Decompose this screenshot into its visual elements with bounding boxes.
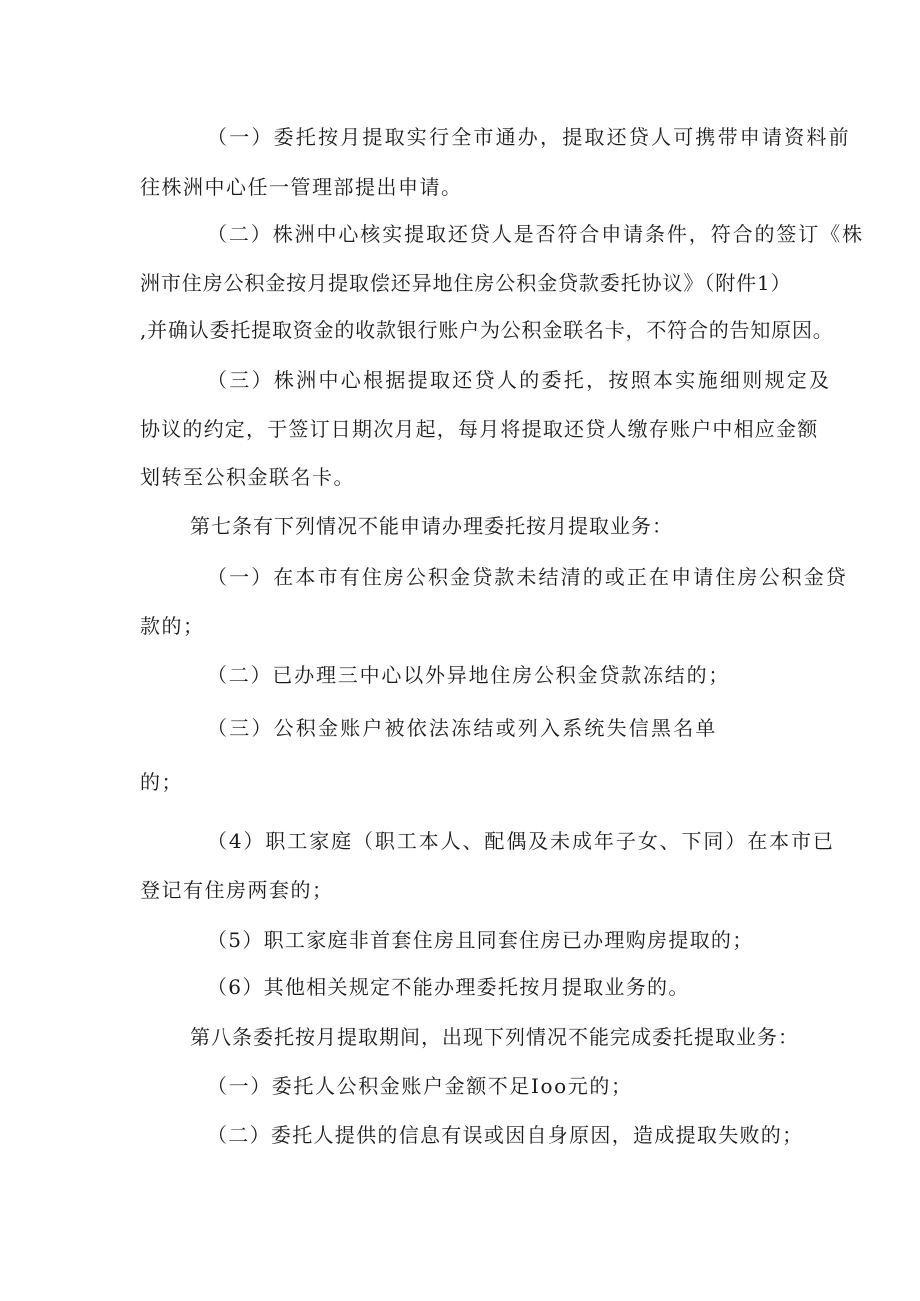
paragraph-line: （一）委托按月提取实行全市通办，提取还贷人可携带申请资料前 — [207, 125, 851, 149]
paragraph-line: ,并确认委托提取资金的收款银行账户为公积金联名卡，不符合的告知原因。 — [140, 318, 834, 342]
paragraph-line: 协议的约定，于签订日期次月起，每月将提取还贷人缴存账户中相应金额 — [140, 417, 819, 441]
paragraph-line: （一）委托人公积金账户金额不足Ioo元的； — [207, 1074, 633, 1098]
paragraph-line: 洲市住房公积金按月提取偿还异地住房公积金贷款委托协议》（附件1） — [140, 271, 792, 295]
paragraph-line: 登记有住房两套的； — [140, 878, 334, 902]
paragraph-line: （二）委托人提供的信息有误或因自身原因，造成提取失败的； — [207, 1123, 804, 1147]
paragraph-line: （4）职工家庭（职工本人、配偶及未成年子女、下同）在本市已 — [207, 829, 835, 853]
paragraph-line: 往株洲中心任一管理部提出申请。 — [140, 175, 463, 199]
paragraph-line: （二）株洲中心核实提取还贷人是否符合申请条件，符合的签订《株 — [207, 222, 864, 246]
paragraph-line: 的； — [140, 770, 183, 794]
paragraph-line: 划转至公积金联名卡。 — [140, 465, 355, 489]
paragraph-line: （三）株洲中心根据提取还贷人的委托，按照本实施细则规定及 — [207, 368, 832, 392]
paragraph-line: （三）公积金账户被依法冻结或列入系统失信黑名单 — [207, 716, 718, 740]
article-heading: 第八条委托按月提取期间，出现下列情况不能完成委托提取业务： — [190, 1025, 799, 1049]
paragraph-line: （6）其他相关规定不能办理委托按月提取业务的。 — [207, 975, 690, 999]
paragraph-line: （5）职工家庭非首套住房且同套住房已办理购房提取的； — [207, 928, 754, 952]
paragraph-line: （二）已办理三中心以外异地住房公积金贷款冻结的； — [207, 663, 731, 687]
paragraph-line: 款的； — [140, 614, 205, 638]
paragraph-line: （一）在本市有住房公积金贷款未结清的或正在申请住房公积金贷 — [207, 565, 848, 589]
article-heading: 第七条有下列情况不能申请办理委托按月提取业务： — [190, 514, 673, 538]
